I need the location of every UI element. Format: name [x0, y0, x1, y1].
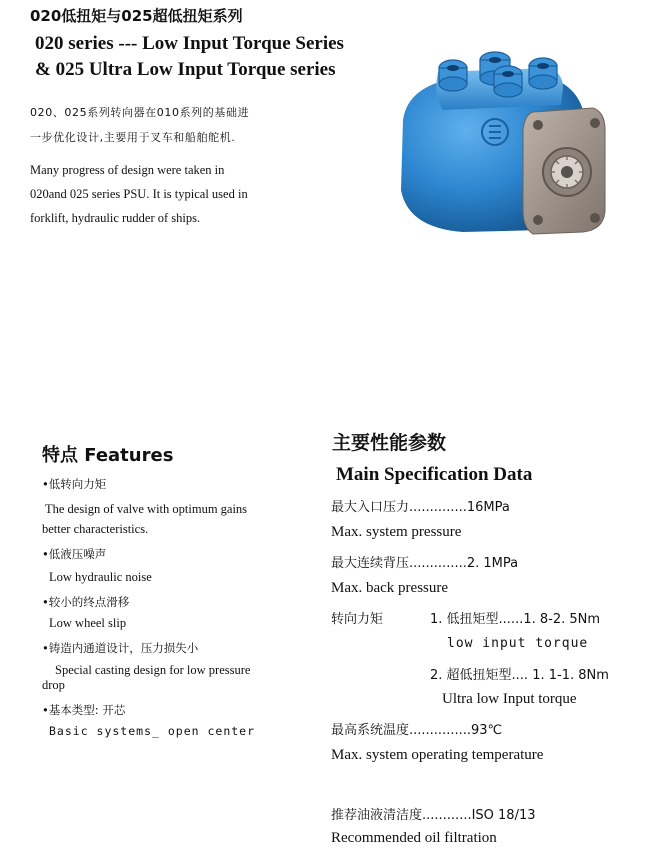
feature-5-en: Basic systems_ open center — [49, 724, 256, 738]
spec-max-temperature-en: Max. system operating temperature — [331, 747, 544, 763]
spec-torque-ultra-low: 2. 超低扭矩型.... 1. 1-1. 8Nm — [430, 668, 609, 683]
description-en-line-2: 020and 025 series PSU. It is typical used in — [30, 187, 248, 201]
feature-5-cn: •基本类型: 开芯 — [42, 703, 126, 717]
feature-1-cn: •低转向力矩 — [42, 477, 107, 491]
feature-1-en-line-1: The design of valve with optimum gains — [45, 502, 248, 516]
spec-torque-low: 1. 低扭矩型......1. 8-2. 5Nm — [430, 612, 601, 627]
description-cn-line-1: 020、025系列转向器在010系列的基础进 — [30, 106, 250, 119]
spec-max-system-pressure-en: Max. system pressure — [331, 524, 462, 540]
feature-2-cn: •低液压噪声 — [42, 547, 107, 561]
series-title-line-1: 020 series --- Low Input Torque Series — [35, 33, 344, 54]
spec-heading-cn: 主要性能参数 — [332, 432, 447, 454]
description-en-line-3: forklift, hydraulic rudder of ships. — [30, 211, 201, 225]
spec-torque-low-en: low input torque — [447, 636, 589, 651]
series-title-line-2: & 025 Ultra Low Input Torque series — [35, 59, 336, 80]
features-heading: 特点 Features — [42, 445, 174, 466]
page-heading: 020低扭矩与025超低扭矩系列 — [30, 7, 243, 25]
feature-4-en-line-2: drop — [42, 678, 65, 692]
description-cn-line-2: 一步优化设计,主要用于叉车和船舶舵机. — [30, 131, 236, 144]
feature-4-en-line-1: Special casting design for low pressure — [55, 663, 251, 677]
spec-torque-label: 转向力矩 — [331, 612, 384, 627]
feature-4-cn: •铸造内通道设计，压力损失小 — [42, 641, 199, 655]
spec-max-back-pressure: 最大连续背压..............2. 1MPa — [331, 556, 519, 571]
spec-max-temperature: 最高系统温度...............93℃ — [331, 723, 503, 738]
spec-oil-filtration: 推荐油液清洁度............ISO 18/13 — [331, 808, 536, 823]
spec-max-back-pressure-en: Max. back pressure — [331, 580, 449, 596]
spec-torque-ultra-low-en: Ultra low Input torque — [442, 691, 577, 707]
steering-unit-image — [383, 50, 608, 245]
spec-max-inlet-pressure: 最大入口压力..............16MPa — [331, 500, 510, 515]
feature-3-en: Low wheel slip — [49, 616, 127, 630]
feature-2-en: Low hydraulic noise — [49, 570, 152, 584]
feature-1-en-line-2: better characteristics. — [42, 522, 149, 536]
feature-3-cn: •较小的终点滑移 — [42, 595, 130, 609]
spec-heading-en: Main Specification Data — [336, 464, 533, 485]
description-en-line-1: Many progress of design were taken in — [30, 163, 225, 177]
spec-oil-filtration-en: Recommended oil filtration — [331, 830, 497, 846]
